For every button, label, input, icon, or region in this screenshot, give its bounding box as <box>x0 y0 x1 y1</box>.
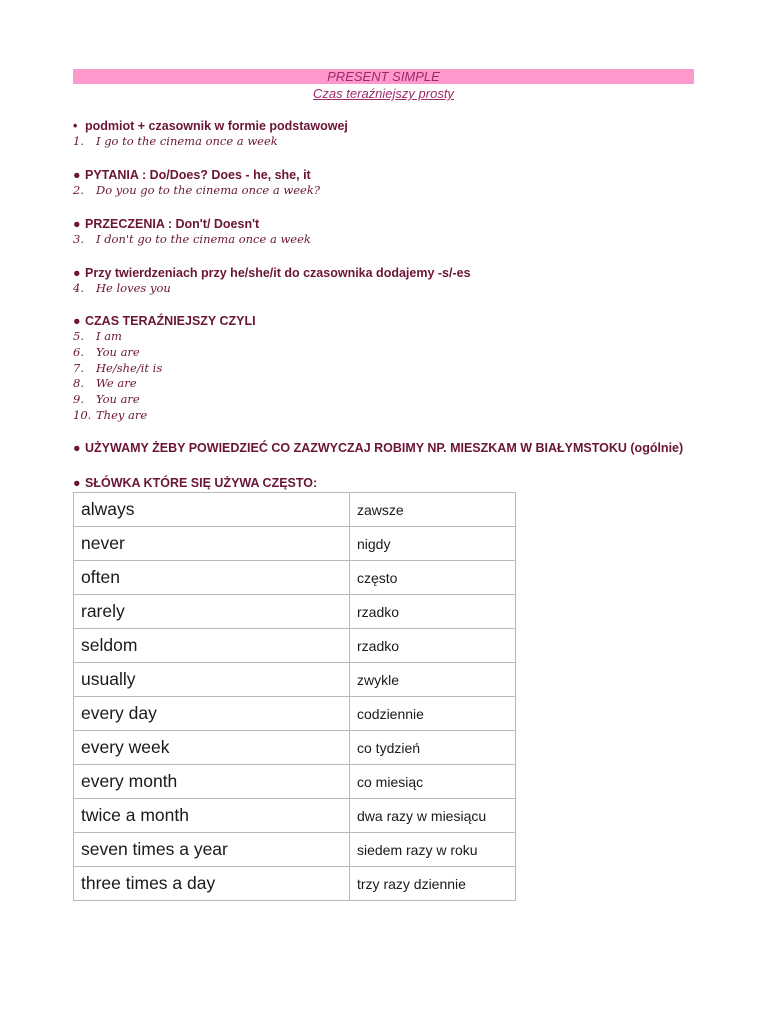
table-row <box>74 867 516 901</box>
section-heading <box>73 314 256 329</box>
vocabulary-table <box>73 492 516 901</box>
section-heading-text: UŻYWAMY ŻEBY POWIEDZIEĆ CO ZAZWYCZAJ ROBIMY NP. MIESZKAM W BIAŁYMSTOKU (ogólnie) <box>85 441 684 455</box>
table-row <box>74 595 516 629</box>
section-heading <box>73 217 259 232</box>
table-row <box>74 663 516 697</box>
table-row <box>74 629 516 663</box>
example-text: Do you go to the cinema once a week? <box>96 183 320 197</box>
example-number: 4. <box>73 281 84 295</box>
english-word: never <box>74 527 350 561</box>
table-row <box>74 527 516 561</box>
section-heading-text: PRZECZENIA : Don't/ Doesn't <box>85 217 260 231</box>
english-word: seven times a year <box>74 833 350 867</box>
example-item <box>73 408 147 423</box>
english-word: always <box>74 493 350 527</box>
polish-translation: co miesiąc <box>350 765 516 799</box>
example-text: I am <box>96 329 122 343</box>
section-heading <box>73 266 471 281</box>
english-word: often <box>74 561 350 595</box>
example-item <box>73 281 171 296</box>
example-number: 3. <box>73 232 84 246</box>
table-row <box>74 561 516 595</box>
example-item <box>73 376 137 391</box>
section-heading <box>73 168 311 183</box>
example-item <box>73 361 162 376</box>
example-item <box>73 345 140 360</box>
english-word: every month <box>74 765 350 799</box>
table-row <box>74 493 516 527</box>
example-number: 6. <box>73 345 84 359</box>
english-word: usually <box>74 663 350 697</box>
section-heading-text: Przy twierdzeniach przy he/she/it do czasownika dodajemy -s/-es <box>85 266 471 280</box>
example-number: 9. <box>73 392 84 406</box>
example-text: I go to the cinema once a week <box>96 134 278 148</box>
example-item <box>73 392 140 407</box>
example-item <box>73 134 278 149</box>
page-subtitle: Czas teraźniejszy prosty <box>313 86 454 101</box>
example-text: I don't go to the cinema once a week <box>96 232 311 246</box>
english-word: three times a day <box>74 867 350 901</box>
bullet-marker: ● <box>73 314 81 328</box>
example-text: You are <box>96 392 140 406</box>
example-text: We are <box>96 376 137 390</box>
section-heading <box>73 441 683 456</box>
example-item <box>73 183 320 198</box>
english-word: rarely <box>74 595 350 629</box>
example-number: 7. <box>73 361 84 375</box>
section-heading-text: podmiot + czasownik w formie podstawowej <box>85 119 348 133</box>
polish-translation: siedem razy w roku <box>350 833 516 867</box>
section-heading-text: PYTANIA : Do/Does? Does - he, she, it <box>85 168 311 182</box>
english-word: every day <box>74 697 350 731</box>
polish-translation: zwykle <box>350 663 516 697</box>
polish-translation: rzadko <box>350 595 516 629</box>
bullet-marker: ● <box>73 217 81 231</box>
polish-translation: codziennie <box>350 697 516 731</box>
example-text: He/she/it is <box>96 361 163 375</box>
example-text: You are <box>96 345 140 359</box>
section-heading-text: SŁÓWKA KTÓRE SIĘ UŻYWA CZĘSTO: <box>85 476 318 490</box>
example-number: 10. <box>73 408 92 422</box>
example-number: 2. <box>73 183 84 197</box>
polish-translation: zawsze <box>350 493 516 527</box>
bullet-marker: ● <box>73 476 81 490</box>
table-row <box>74 833 516 867</box>
english-word: twice a month <box>74 799 350 833</box>
english-word: seldom <box>74 629 350 663</box>
example-text: He loves you <box>96 281 171 295</box>
example-item <box>73 232 311 247</box>
section-heading <box>73 476 317 491</box>
polish-translation: trzy razy dziennie <box>350 867 516 901</box>
polish-translation: co tydzień <box>350 731 516 765</box>
example-number: 1. <box>73 134 84 148</box>
bullet-marker: ● <box>73 168 81 182</box>
polish-translation: dwa razy w miesiącu <box>350 799 516 833</box>
table-row <box>74 765 516 799</box>
table-row <box>74 731 516 765</box>
section-heading <box>73 119 348 134</box>
example-number: 8. <box>73 376 84 390</box>
polish-translation: nigdy <box>350 527 516 561</box>
bullet-marker: ● <box>73 441 81 455</box>
bullet-marker: ● <box>73 266 81 280</box>
page-title: PRESENT SIMPLE <box>327 69 440 84</box>
example-number: 5. <box>73 329 84 343</box>
table-row <box>74 697 516 731</box>
table-row <box>74 799 516 833</box>
bullet-marker: • <box>73 119 78 133</box>
example-item <box>73 329 122 344</box>
polish-translation: często <box>350 561 516 595</box>
english-word: every week <box>74 731 350 765</box>
polish-translation: rzadko <box>350 629 516 663</box>
example-text: They are <box>96 408 148 422</box>
section-heading-text: CZAS TERAŹNIEJSZY CZYLI <box>85 314 256 328</box>
